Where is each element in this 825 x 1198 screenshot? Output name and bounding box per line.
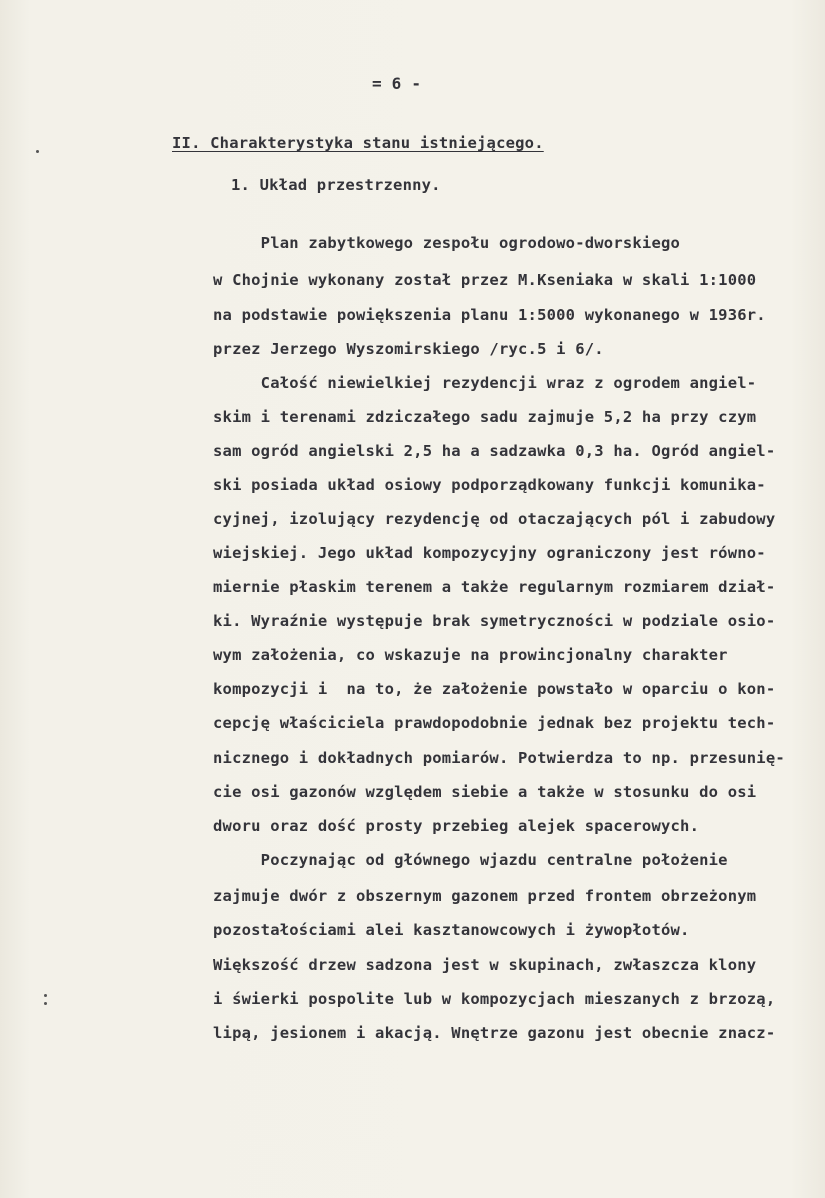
margin-mark: [36, 150, 39, 153]
text-line: lipą, jesionem i akacją. Wnętrze gazonu jest obecnie znacz-: [213, 1024, 776, 1042]
text-line: przez Jerzego Wyszomirskiego /ryc.5 i 6/.: [213, 340, 604, 358]
text-line: miernie płaskim terenem a także regularnym rozmiarem dział-: [213, 578, 776, 596]
text-line: dworu oraz dość prosty przebieg alejek spacerowych.: [213, 817, 700, 835]
text-line: Całość niewielkiej rezydencji wraz z ogrodem angiel-: [213, 374, 757, 392]
text-line: w Chojnie wykonany został przez M.Kseniaka w skali 1:1000: [213, 271, 757, 289]
text-line: sam ogród angielski 2,5 ha a sadzawka 0,3 ha. Ogród angiel-: [213, 442, 776, 460]
text-line: cie osi gazonów względem siebie a także w stosunku do osi: [213, 783, 757, 801]
text-line: Większość drzew sadzona jest w skupinach, zwłaszcza klony: [213, 956, 757, 974]
text-line: ski posiada układ osiowy podporządkowany funkcji komunika-: [213, 476, 766, 494]
section-heading: II. Charakterystyka stanu istniejącego.: [172, 134, 544, 152]
text-line: zajmuje dwór z obszernym gazonem przed frontem obrzeżonym: [213, 887, 757, 905]
text-line: cepcję właściciela prawdopodobnie jednak bez projektu tech-: [213, 714, 776, 732]
page-number: = 6 -: [372, 74, 422, 93]
margin-mark: [44, 1002, 47, 1005]
text-line: kompozycji i na to, że założenie powstało w oparciu o kon-: [213, 680, 776, 698]
text-line: cyjnej, izolujący rezydencję od otaczających pól i zabudowy: [213, 510, 776, 528]
text-line: na podstawie powiększenia planu 1:5000 wykonanego w 1936r.: [213, 306, 766, 324]
text-line: skim i terenami zdziczałego sadu zajmuje 5,2 ha przy czym: [213, 408, 757, 426]
text-line: wym założenia, co wskazuje na prowincjonalny charakter: [213, 646, 728, 664]
text-line: wiejskiej. Jego układ kompozycyjny ograniczony jest równo-: [213, 544, 766, 562]
margin-mark: [44, 994, 47, 997]
text-line: pozostałościami alei kasztanowcowych i żywopłotów.: [213, 921, 690, 939]
text-line: ki. Wyraźnie występuje brak symetryczności w podziale osio-: [213, 612, 776, 630]
subsection-heading: 1. Układ przestrzenny.: [231, 176, 441, 194]
text-line: Poczynając od głównego wjazdu centralne położenie: [213, 851, 728, 869]
text-line: nicznego i dokładnych pomiarów. Potwierdza to np. przesunię-: [213, 749, 785, 767]
text-line: i świerki pospolite lub w kompozycjach mieszanych z brzozą,: [213, 990, 776, 1008]
text-line: Plan zabytkowego zespołu ogrodowo-dworskiego: [213, 234, 681, 252]
